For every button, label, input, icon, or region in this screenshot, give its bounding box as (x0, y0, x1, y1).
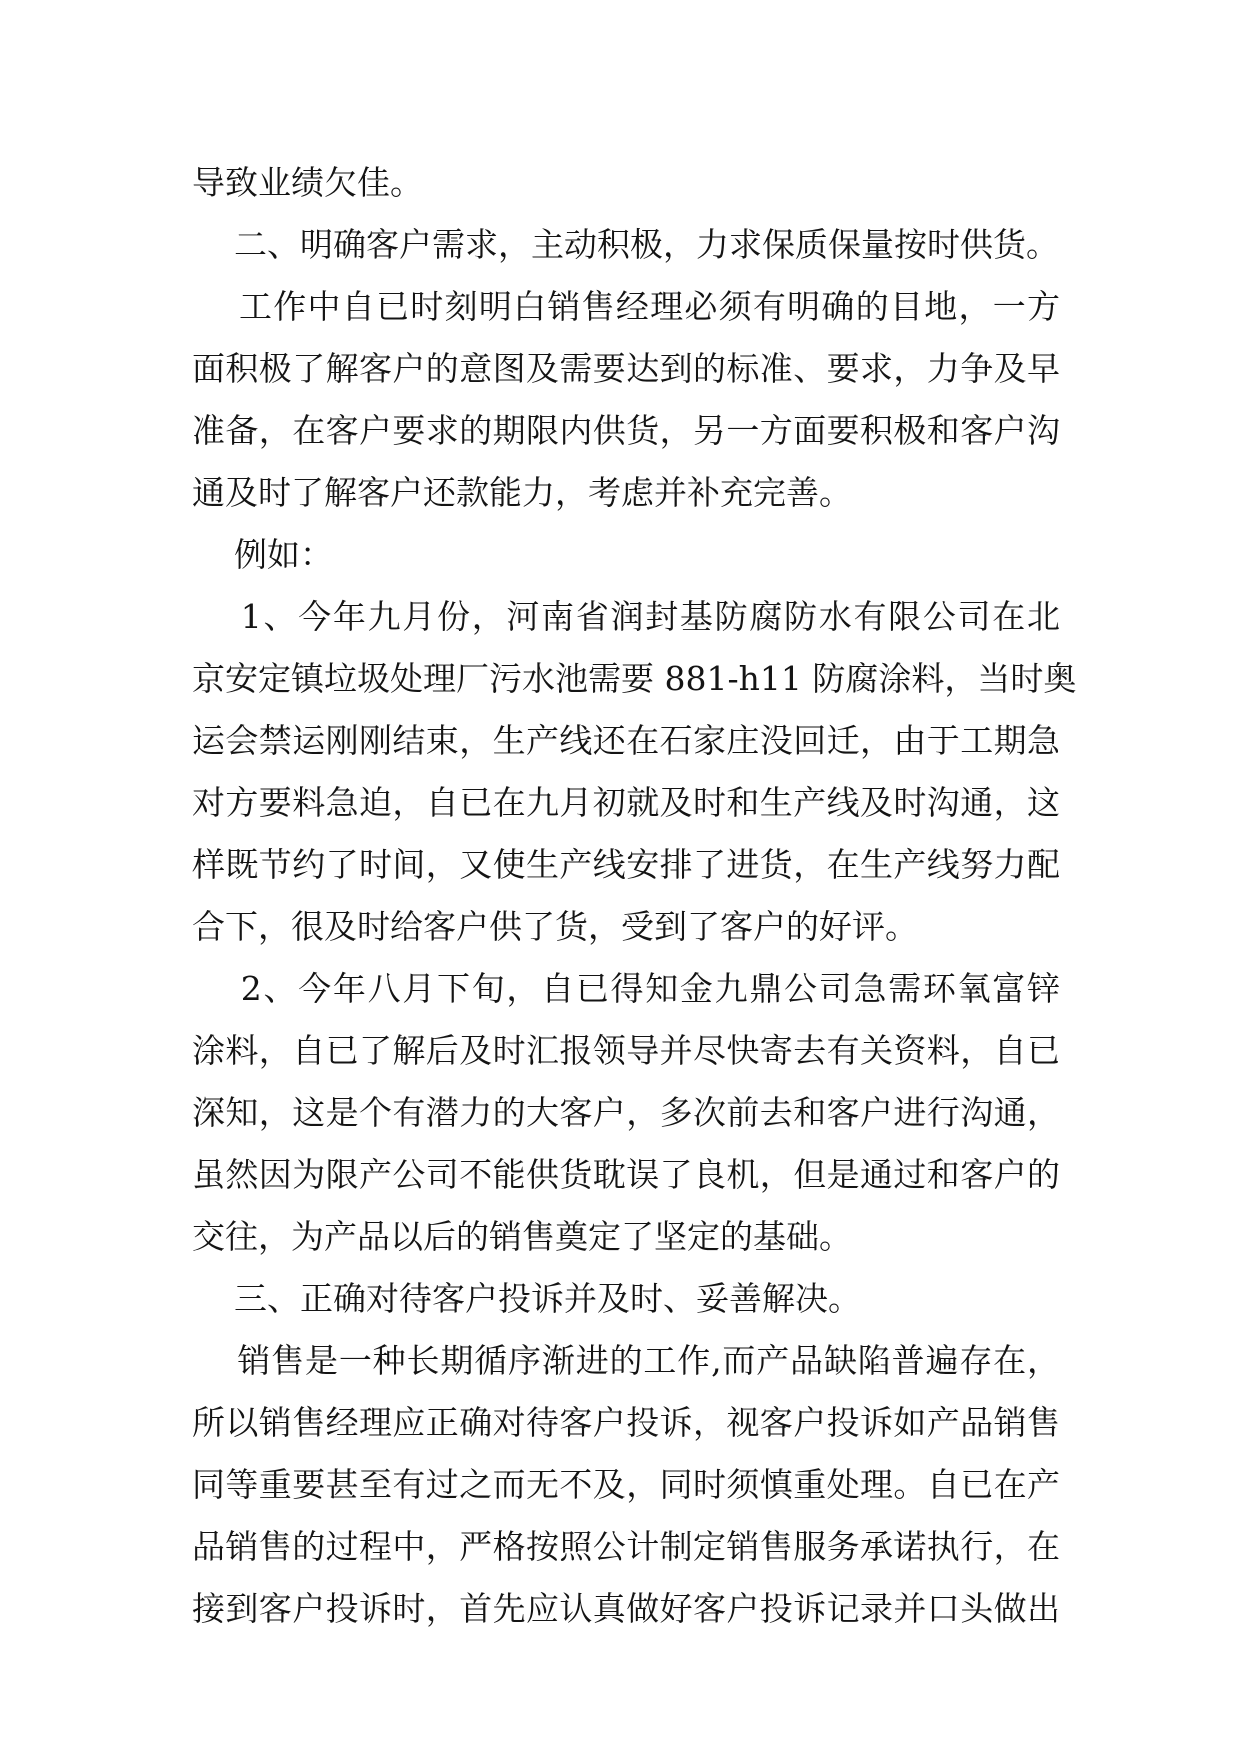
paragraph-line: 面积极了解客户的意图及需要达到的标准、要求，力争及早 (192, 349, 1060, 388)
paragraph-line: 工作中自已时刻明白销售经理必须有明确的目地，一方 (192, 287, 1060, 326)
paragraph-line: 1、今年九月份，河南省润封基防腐防水有限公司在北 (192, 597, 1060, 636)
example-label: 例如： (192, 535, 333, 574)
paragraph-line: 样既节约了时间，又使生产线安排了进货，在生产线努力配 (192, 845, 1060, 884)
section-heading-2: 二、明确客户需求，主动积极，力求保质保量按时供货。 (192, 225, 1059, 264)
paragraph-line: 2、今年八月下旬，自已得知金九鼎公司急需环氧富锌 (192, 969, 1060, 1008)
paragraph-line: 接到客户投诉时，首先应认真做好客户投诉记录并口头做出 (192, 1589, 1060, 1628)
document-body (192, 152, 1077, 1640)
paragraph-line: 同等重要甚至有过之而无不及，同时须慎重处理。自已在产 (192, 1465, 1060, 1504)
paragraph-line: 导致业绩欠佳。 (192, 163, 423, 202)
paragraph-line: 虽然因为限产公司不能供货耽误了良机，但是通过和客户的 (192, 1155, 1060, 1194)
paragraph-line: 合下，很及时给客户供了货，受到了客户的好评。 (192, 907, 918, 946)
paragraph-line: 销售是一种长期循序渐进的工作,而产品缺陷普遍存在， (192, 1341, 1060, 1380)
paragraph-line: 对方要料急迫，自已在九月初就及时和生产线及时沟通，这 (192, 783, 1060, 822)
paragraph-line: 准备，在客户要求的期限内供货，另一方面要积极和客户沟 (192, 411, 1060, 450)
paragraph-line: 京安定镇垃圾处理厂污水池需要 881-h11 防腐涂料，当时奥 (192, 659, 1077, 698)
paragraph-line: 深知，这是个有潜力的大客户，多次前去和客户进行沟通， (192, 1093, 1060, 1132)
paragraph-line: 运会禁运刚刚结束，生产线还在石家庄没回迁，由于工期急 (192, 721, 1060, 760)
paragraph-line: 所以销售经理应正确对待客户投诉，视客户投诉如产品销售 (192, 1403, 1060, 1442)
paragraph-line: 交往，为产品以后的销售奠定了坚定的基础。 (192, 1217, 852, 1256)
paragraph-line: 涂料，自已了解后及时汇报领导并尽快寄去有关资料，自已 (192, 1031, 1060, 1070)
paragraph-line: 品销售的过程中，严格按照公计制定销售服务承诺执行，在 (192, 1527, 1060, 1566)
paragraph-line: 通及时了解客户还款能力，考虑并补充完善。 (192, 473, 852, 512)
section-heading-3: 三、正确对待客户投诉并及时、妥善解决。 (192, 1279, 861, 1318)
